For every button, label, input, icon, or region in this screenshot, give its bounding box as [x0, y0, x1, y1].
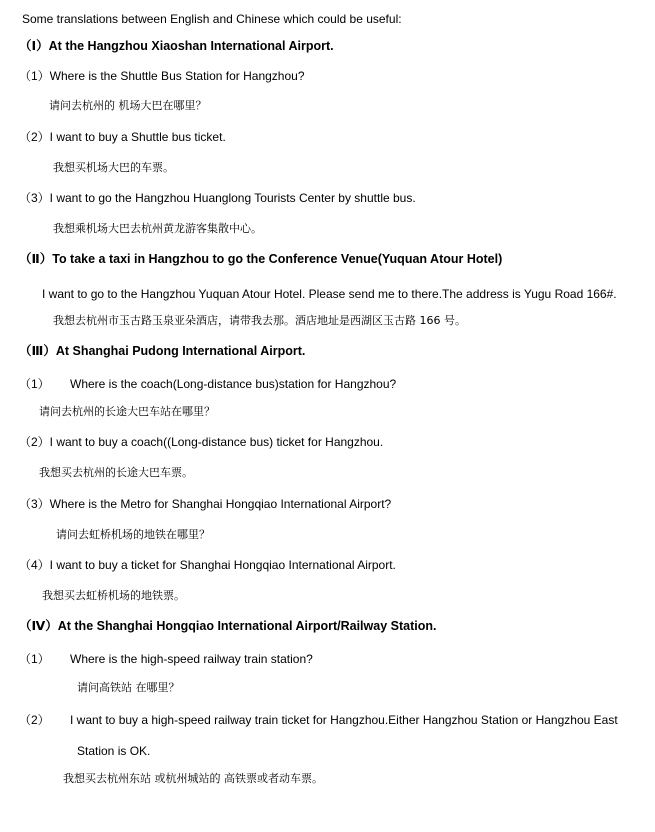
section-1-item-1-zh: 请问去杭州的 机场大巴在哪里？: [49, 99, 207, 112]
intro-text: Some translations between English and Chinese which could be useful:: [22, 12, 402, 26]
section-1-heading: （Ⅰ）At the Hangzhou Xiaoshan International Airport.: [19, 39, 334, 53]
section-4-item-2-en-cont: Station is OK.: [77, 744, 151, 758]
section-3-item-1-en: Where is the coach(Long-distance bus)station for Hangzhou?: [70, 377, 397, 391]
section-2-item-1-zh: 我想去杭州市玉古路玉泉亚朵酒店，请带我去那。酒店地址是西湖区玉古路 166 号。: [53, 314, 466, 327]
section-4-item-2-num: （2）: [19, 713, 50, 727]
section-4-item-1-zh: 请问高铁站 在哪里？: [77, 681, 180, 694]
section-3-item-2-en: （2）I want to buy a coach((Long-distance bus) ticket for Hangzhou.: [19, 435, 384, 449]
section-3-item-2-zh: 我想买去杭州的长途大巴车票。: [39, 466, 193, 479]
section-3-heading: （Ⅲ）At Shanghai Pudong International Airport.: [19, 344, 306, 358]
section-1-item-2-en: （2）I want to buy a Shuttle bus ticket.: [19, 130, 226, 144]
section-1-item-1-en: （1）Where is the Shuttle Bus Station for Hangzhou?: [19, 69, 305, 83]
section-3-item-3-zh: 请问去虹桥机场的地铁在哪里？: [56, 528, 210, 541]
section-3-item-1-zh: 请问去杭州的长途大巴车站在哪里？: [39, 405, 215, 418]
section-4-item-1-num: （1）: [19, 652, 50, 666]
section-4-item-1-en: Where is the high-speed railway train station?: [70, 652, 313, 666]
section-3-item-3-en: （3）Where is the Metro for Shanghai Hongqiao International Airport?: [19, 497, 392, 511]
section-3-item-1-num: （1）: [19, 377, 50, 391]
section-2-heading: （Ⅱ）To take a taxi in Hangzhou to go the Conference Venue(Yuquan Atour Hotel): [19, 252, 503, 266]
section-1-item-2-zh: 我想买机场大巴的车票。: [53, 161, 174, 174]
section-1-item-3-en: （3）I want to go the Hangzhou Huanglong Tourists Center by shuttle bus.: [19, 191, 416, 205]
section-3-item-4-zh: 我想买去虹桥机场的地铁票。: [42, 589, 185, 602]
section-1-item-3-zh: 我想乘机场大巴去杭州黄龙游客集散中心。: [53, 222, 262, 235]
section-4-item-2-en: I want to buy a high-speed railway train ticket for Hangzhou.Either Hangzhou Station or Hangzhou East: [70, 713, 618, 727]
section-4-item-2-zh: 我想买去杭州东站 或杭州城站的 高铁票或者动车票。: [63, 772, 323, 785]
section-3-item-4-en: （4）I want to buy a ticket for Shanghai Hongqiao International Airport.: [19, 558, 396, 572]
section-4-heading: （Ⅳ）At the Shanghai Hongqiao International Airport/Railway Station.: [19, 619, 437, 633]
section-2-item-1-en: I want to go to the Hangzhou Yuquan Atour Hotel. Please send me to there.The address is Yugu Road 166#.: [42, 287, 617, 301]
